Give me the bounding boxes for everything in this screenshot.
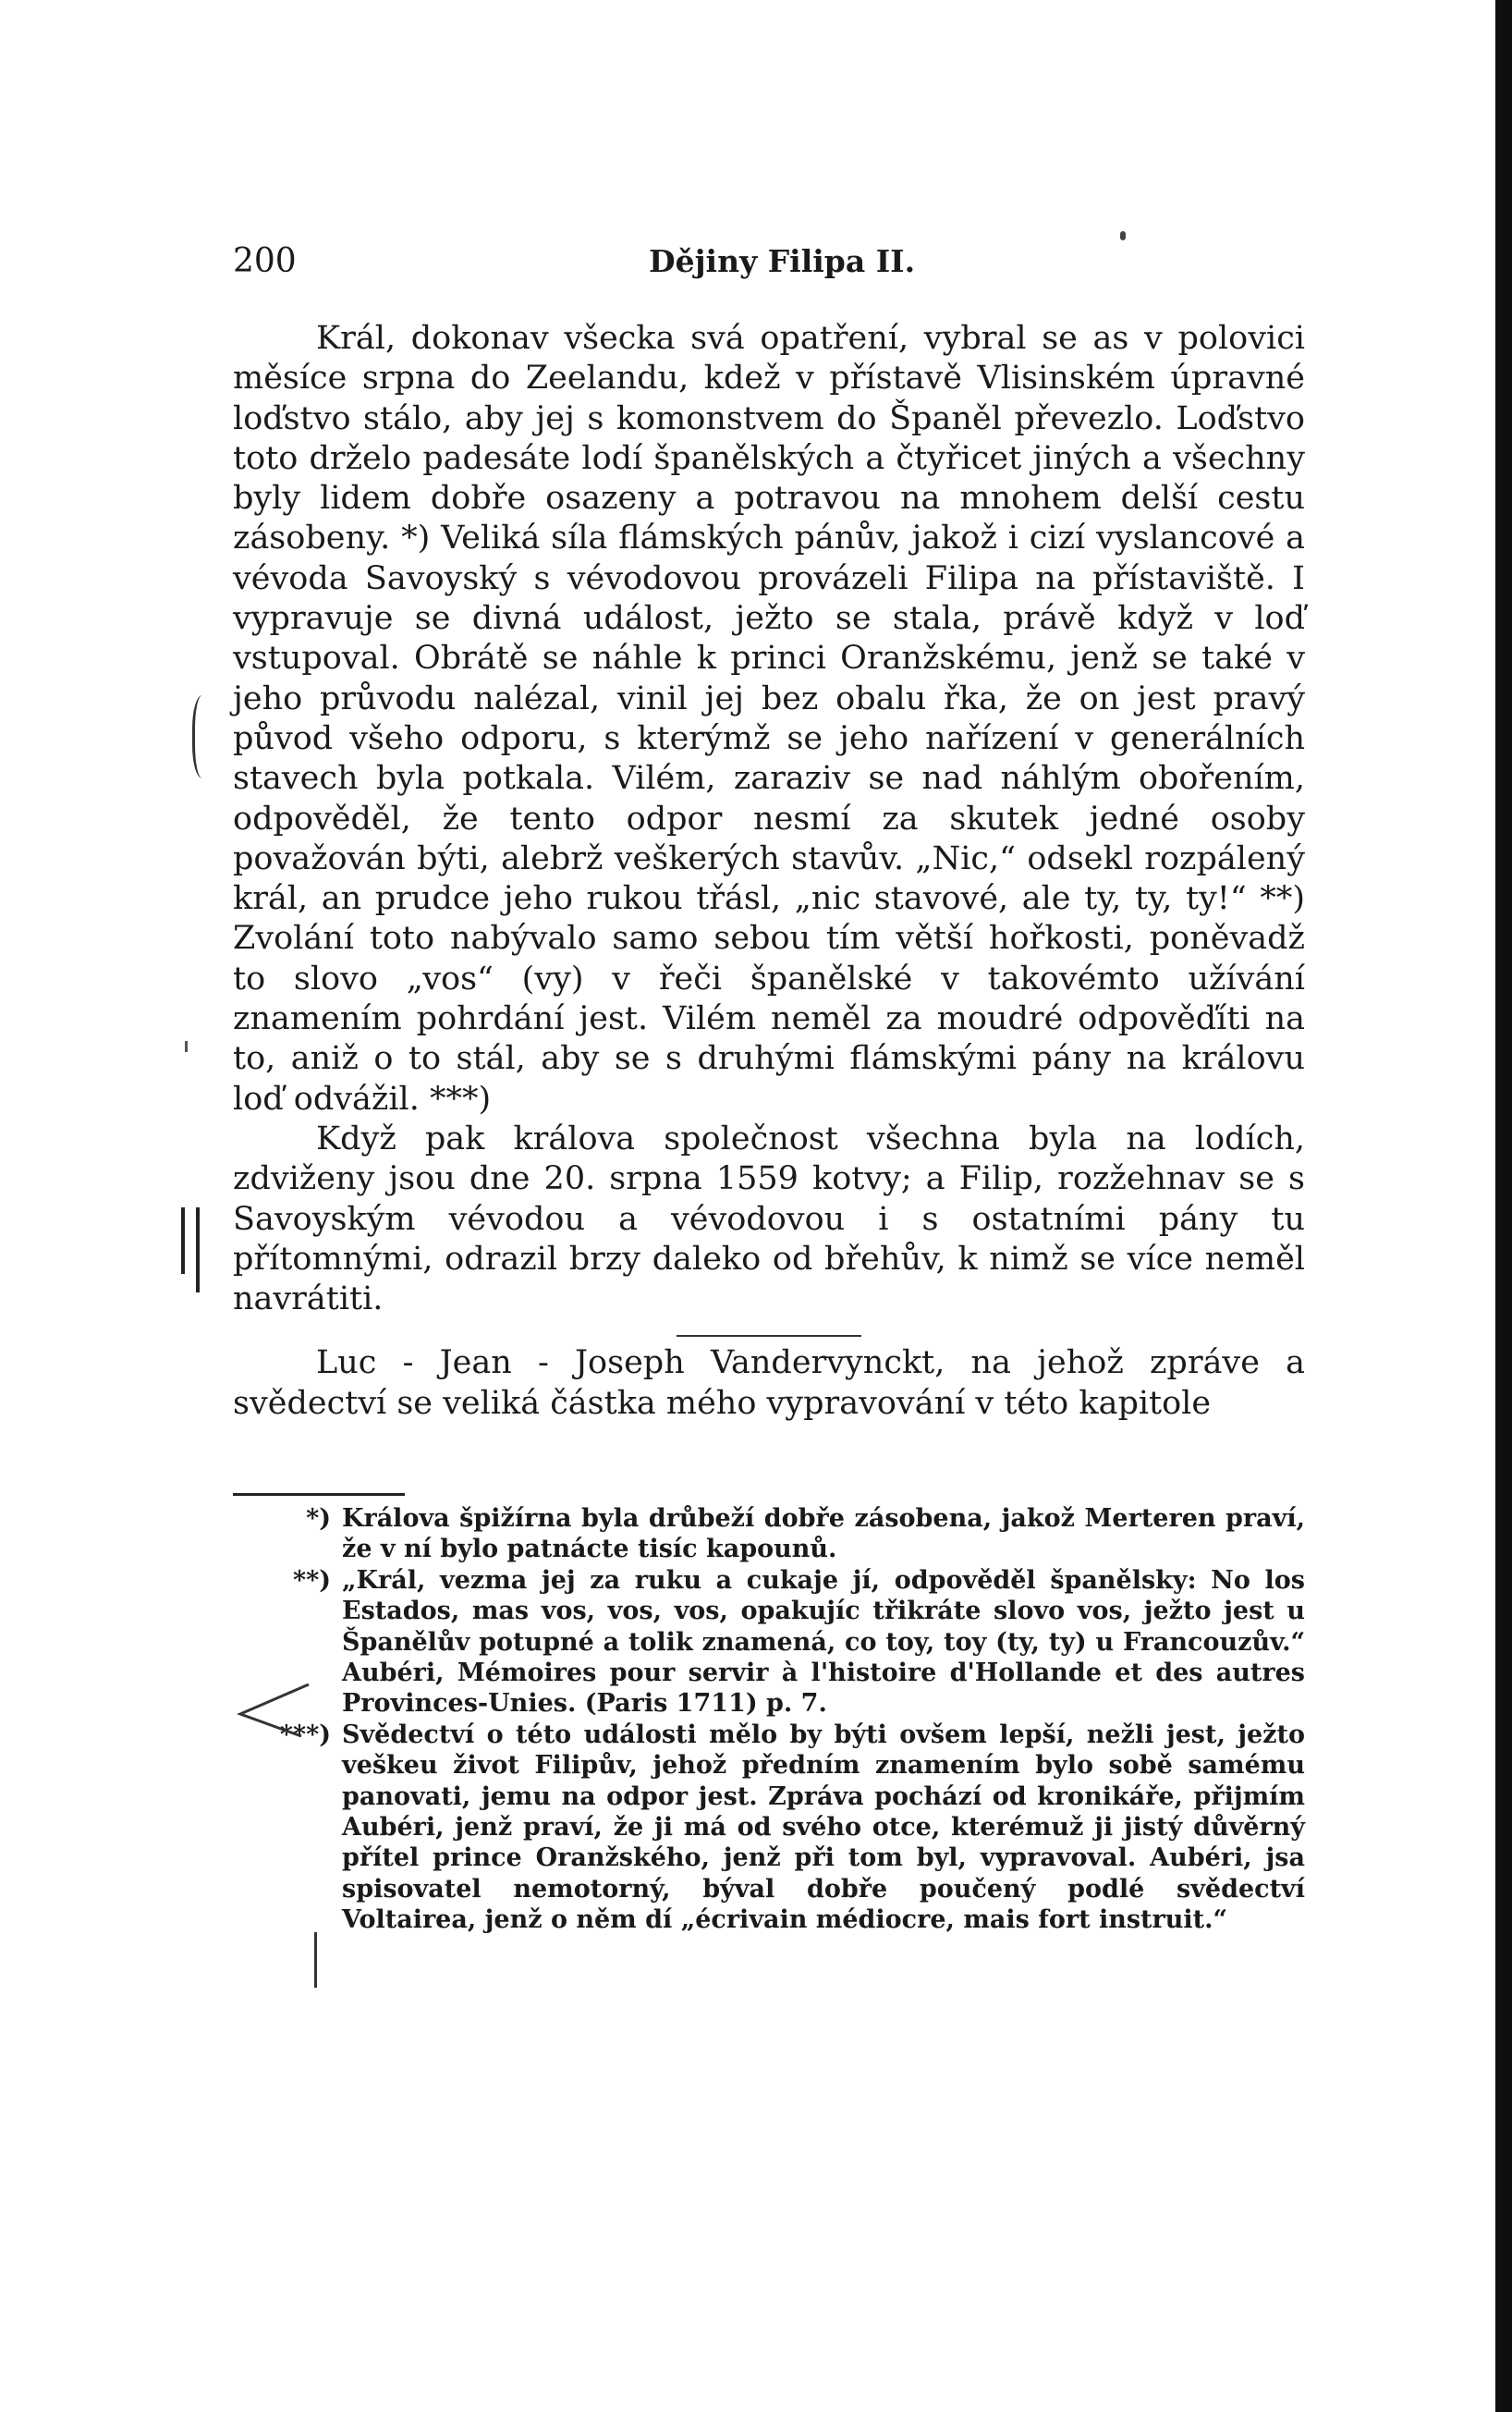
pencil-angle-mark [237, 1683, 311, 1738]
footnote [222, 1720, 1305, 1936]
footnote-text: Svědectví o této události mělo by býti ovšem lepší, nežli jest, ježto veškeu život Filipův, jehož předním znamením bylo sobě samému panovati, jemu na odpor jest. Zpráva pochází od kronikáře, přijmím Aubéri, jenž praví, že ji má od svého otce, kterémuž ji jistý důvěrný přítel prince Oranžského, jenž při tom byl, vypravoval. Aubéri, jsa spisovatel nemotorný, býval dobře poučený podlé svědectví Voltairea, jenž o něm dí „écrivain médiocre, mais fort instruit.“ [342, 1720, 1305, 1935]
footnote-marker: ***) [279, 1720, 331, 1749]
page-number: 200 [233, 242, 297, 280]
footnote-text: Králova špižírna byla drůbeží dobře zásobena, jakož Merteren praví, že v ní bylo patnácte tisíc kapounů. [342, 1504, 1305, 1564]
paragraph-sailing: Když pak králova společnost všechna byla na lodích, zdviženy jsou dne 20. srpna 1559 kotvy; a Filip, rozžehnav se s Savoyským vévodou a vévodovou i s ostatními pány tu přítomnými, odrazil brzy daleko od břehův, k nimž se více neměl navrátiti. [233, 1120, 1305, 1318]
footnote-rule [233, 1493, 405, 1496]
paragraph-vandervynckt: Luc - Jean - Joseph Vandervynckt, na jehož zpráve a svědectví se veliká částka mého vypravování v této kapitole [233, 1344, 1305, 1422]
pencil-tick-mark [185, 1041, 188, 1052]
footnote-marker: *) [306, 1504, 331, 1533]
footnote [222, 1503, 1305, 1565]
pencil-line-mark [314, 1932, 317, 1988]
ink-speck [1120, 231, 1126, 240]
pencil-bar [196, 1207, 200, 1292]
footnote-marker: **) [292, 1565, 331, 1595]
scan-edge-bar [1495, 0, 1512, 2412]
paragraph-departure: Král, dokonav všecka svá opatření, vybral se as v polovici měsíce srpna do Zeelandu, kdež v přístavě Vlisinském úpravné loďstvo stálo, aby jej s komonstvem do Španěl převezlo. Loďstvo toto drželo padesáte lodí španělských a čtyřicet jiných a všechny byly lidem dobře osazeny a potravou na mnohem delší cestu zásobeny. *) Veliká síla flámských pánův, jakož i cizí vyslancové a vévoda Savoyský s vévodovou provázeli Filipa na přístaviště. I vypravuje se divná událost, ježto se stala, právě když v loď vstupoval. Obrátě se náhle k princi Oranžskému, jenž se také v jeho průvodu nalézal, vinil jej bez obalu řka, že on jest pravý původ všeho odporu, s kterýmž se jeho nařízení v generálních stavech byla potkala. Vilém, zaraziv se nad náhlým obořením, odpověděl, že tento odpor nesmí za skutek jedné osoby považován býti, alebrž veškerých stavův. „Nic,“ odsekl rozpálený král, an prudce jeho rukou třásl, „nic stavové, ale ty, ty, ty!“ **) Zvolání toto nabývalo samo sebou tím větší hořkosti, poněvadž to slovo „vos“ (vy) v řeči španělské v takovémto užívání znamením pohrdání jest. Vilém neměl za moudré odpověďíti na to, aniž o to stál, aby se s druhými flámskými pány na královu loď odvážil. ***) [233, 320, 1305, 1118]
section-separator [233, 1319, 1305, 1343]
footnote-text: „Král, vezma jej za ruku a cukaje jí, odpověděl španělsky: No los Estados, mas vos, vos, vos, opakujíc třikráte slovo vos, ježto jest u Španělův potupné a tolik znamená, co toy, toy (ty, ty) u Francouzův.“ Aubéri, Mémoires pour servir à l'histoire d'Hollande et des autres Provinces-Unies. (Paris 1711) p. 7. [342, 1565, 1305, 1719]
footnotes [222, 1503, 1305, 1936]
pencil-bar [181, 1207, 185, 1274]
running-title: Dějiny Filipa II. [649, 243, 916, 279]
pencil-brace-mark [192, 695, 217, 778]
pencil-margin-bars [181, 1207, 203, 1292]
page-header [233, 239, 1305, 285]
main-text [233, 319, 1305, 1424]
footnote [222, 1565, 1305, 1720]
